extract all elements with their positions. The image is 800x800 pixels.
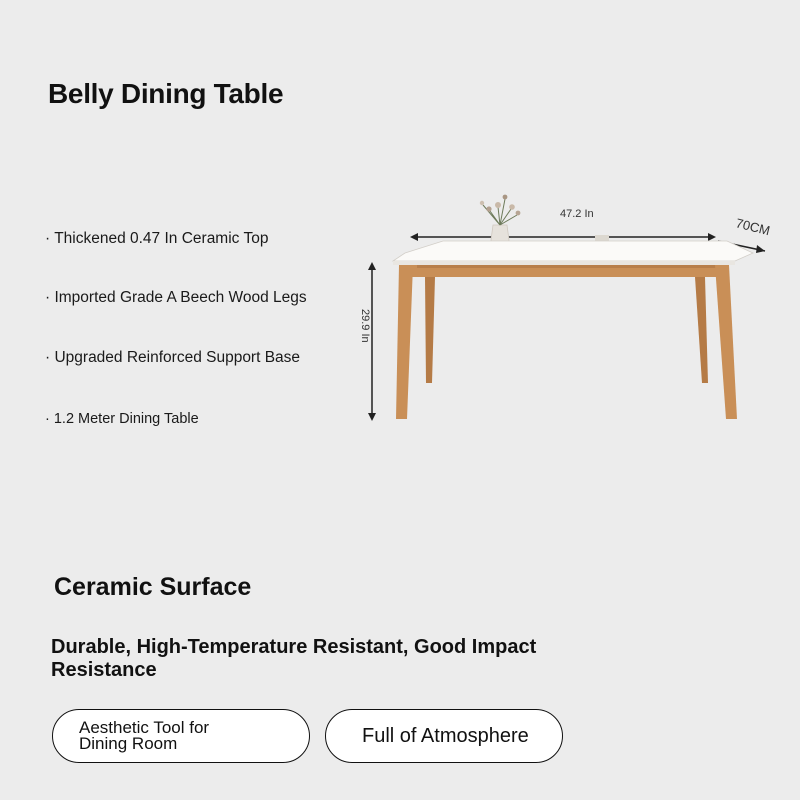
width-label: 47.2 In (560, 208, 594, 220)
height-label: 29.9 In (359, 309, 371, 343)
ceramic-tabletop (393, 241, 753, 265)
depth-label: 70CM (734, 215, 772, 239)
feature-item-beech-legs: · Imported Grade A Beech Wood Legs (45, 289, 307, 306)
tag-full-of-atmosphere-label: Full of Atmosphere (362, 724, 529, 747)
tag-aesthetic-tool (52, 709, 310, 763)
product-image (355, 185, 785, 430)
tag-aesthetic-tool-label: Aesthetic Tool for Dining Room (79, 718, 210, 753)
beech-wood-frame (401, 265, 717, 277)
feature-item-table-size: · 1.2 Meter Dining Table (45, 411, 199, 427)
section-title: Ceramic Surface (54, 573, 252, 601)
section-subtitle: Durable, High-Temperature Resistant, Good Impact Resistance (51, 636, 537, 681)
product-title: Belly Dining Table (48, 78, 284, 109)
feature-item-ceramic-top: · Thickened 0.47 In Ceramic Top (45, 230, 269, 247)
beech-wood-legs (396, 265, 737, 419)
width-dimension-arrow (410, 233, 716, 241)
tag-full-of-atmosphere (325, 709, 563, 763)
feature-item-support-base: · Upgraded Reinforced Support Base (45, 349, 301, 366)
